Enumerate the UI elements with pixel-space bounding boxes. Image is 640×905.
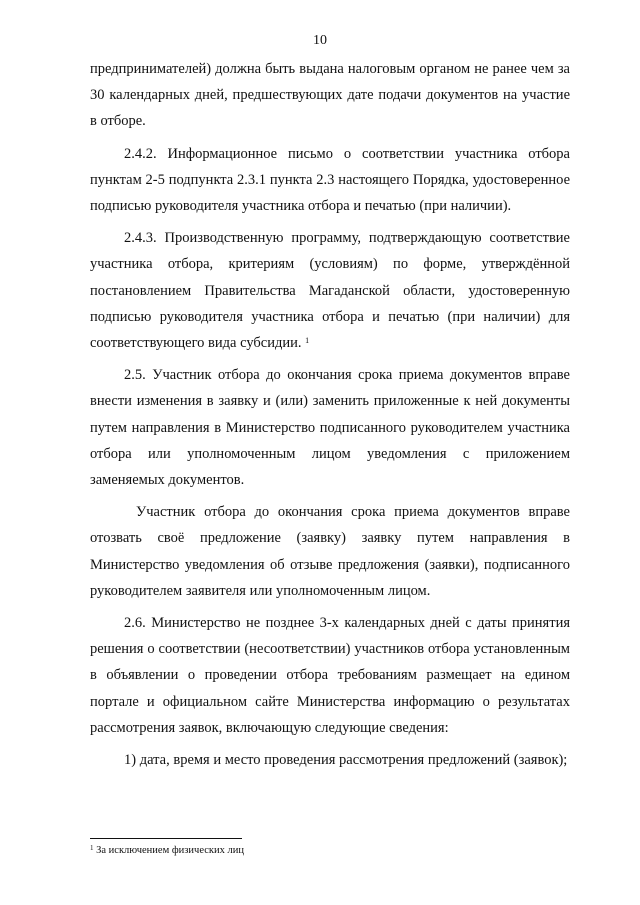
page-number: 10 [313, 33, 327, 48]
paragraph-2-4-3-text: 2.4.3. Производственную программу, подтверждающую соответствие участника отбора, критериям (условиям) по форме, утверждённой постановлением Правительства Магаданской области, удостоверенную подписью руководителя участника отбора и печатью (при наличии) для соответствующего вида субсидии. [90, 230, 570, 352]
paragraph-2-4-2: 2.4.2. Информационное письмо о соответствии участника отбора пунктам 2-5 подпункта 2.3.1 пункта 2.3 настоящего Порядка, удостоверенное подписью руководителя участника отбора и печатью (при наличии). [90, 145, 570, 215]
footnote-divider [90, 838, 242, 839]
paragraph-withdrawal: Участник отбора до окончания срока приема документов вправе отозвать своё предложение (заявку) заявку путем направления в Министерство уведомления об отзыве предложения (заявки), подписанного руководителем заявителя или уполномоченным лицом. [90, 504, 570, 599]
paragraph-2-4-3 [90, 225, 570, 356]
paragraph-continuation: предпринимателей) должна быть выдана налоговым органом не ранее чем за 30 календарных дней, предшествующих дате подачи документов на участие в отборе. [90, 61, 570, 130]
footnote [90, 845, 244, 856]
document-body [90, 56, 570, 779]
paragraph-2-5: 2.5. Участник отбора до окончания срока приема документов вправе внести изменения в заявку и (или) заменить приложенные к ней документы путем направления в Министерство подписанного руководителем участника отбора или уполномоченным лицом уведомления с приложением заменяемых документов. [90, 367, 570, 489]
footnote-text: За исключением физических лиц [96, 845, 244, 856]
footnote-reference: 1 [305, 336, 310, 346]
footnote-marker: 1 [90, 844, 94, 852]
paragraph-2-6: 2.6. Министерство не позднее 3-х календарных дней с даты принятия решения о соответствии (несоответствии) участников отбора установленным в объявлении о проведении отбора требованиям размещает на едином портале и официальном сайте Министерства информацию о результатах рассмотрения заявок, включающую следующие сведения: [90, 615, 570, 736]
list-item-1: 1) дата, время и место проведения рассмотрения предложений (заявок); [124, 752, 568, 769]
